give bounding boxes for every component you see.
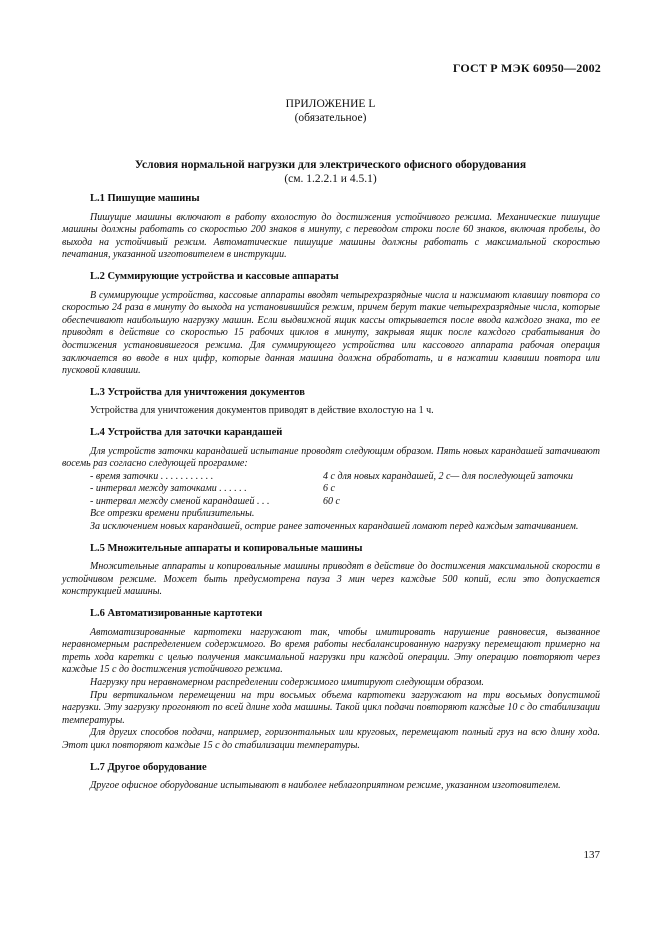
appendix-status: (обязательное) — [294, 112, 367, 124]
list-item-label: - время заточки . . . . . . . . . . . — [90, 470, 214, 482]
section-l5 — [62, 543, 600, 599]
list-item-value: 4 с для новых карандашей, 2 с— для последующей заточки — [323, 470, 574, 482]
title-reference: (см. 1.2.2.1 и 4.5.1) — [284, 173, 377, 185]
section-heading: L.5 Множительные аппараты и копировальные машины — [90, 542, 363, 554]
appendix-heading — [0, 97, 661, 125]
section-heading: L.4 Устройства для заточки карандашей — [90, 426, 283, 438]
list-item — [62, 496, 600, 509]
section-l2 — [62, 271, 600, 378]
page-number: 137 — [583, 849, 600, 861]
paragraph: Нагрузку при неравномерном распределении содержимого имитируют следующим образом. — [90, 677, 484, 688]
paragraph: Для других способов подачи, например, горизонтальных или круговых, перемещают полный груз на всю длину хода. Этот цикл повторяют каждые 15 с до стабилизации температуры. — [62, 727, 600, 751]
list-item-value: 6 с — [323, 483, 335, 495]
document-body — [62, 193, 600, 802]
list-note: Все отрезки времени приблизительны. — [90, 508, 255, 520]
title-main: Условия нормальной нагрузки для электрического офисного оборудования — [134, 159, 527, 171]
list-item — [62, 471, 600, 484]
appendix-label: ПРИЛОЖЕНИЕ L — [285, 98, 376, 110]
section-l3 — [62, 387, 600, 418]
paragraph: Множительные аппараты и копировальные машины приводят в действие до достижения максимальной скорости в устойчивом режиме. Может быть предусмотрена пауза 3 мин через каждые 500 копий, если это допускается конструкцией машины. — [62, 561, 600, 598]
section-heading: L.1 Пишущие машины — [90, 193, 200, 204]
section-l6 — [62, 608, 600, 753]
list-item-label: - интервал между сменой карандашей . . . — [90, 495, 270, 507]
section-l7 — [62, 762, 600, 793]
program-list — [62, 471, 600, 521]
paragraph: Другое офисное оборудование испытывают в наиболее неблагоприятном режиме, указанном изготовителем. — [90, 780, 561, 792]
list-item-label: - интервал между заточками . . . . . . — [90, 483, 247, 495]
paragraph: В суммирующие устройства, кассовые аппараты вводят четырехразрядные числа и нажимают клавишу повтора со скоростью 24 раза в минуту до выхода на установившийся режим, причем берут такие четырехразрядные числа, которые обеспечивают наибольшую нагрузку машин. Если выдвижной ящик кассы открывается после ввода каждого знака, то ее приводят в действие со скоростью 15 рабочих циклов в минуту, закрывая ящик после каждого срабатывания до достижения установившегося режима. Для суммирующего устройства или кассового аппарата рабочая операция заключается во вводе в них цифр, которые данная машина должна обработать, и в нажатии клавиши повтора или пусковой клавиши. — [62, 289, 600, 377]
paragraph: Автоматизированные картотеки нагружают так, чтобы имитировать нарушение равновесия, вызванное неравномерным распределением содержимого. Во время работы несбалансированную нагрузку перемещают примерно на треть хода каретки с целью получения максимальной нагрузки при каждой операции. Эту операцию повторяют через каждые 15 с до достижения устойчивого режима. — [62, 626, 600, 676]
paragraph: Для устройств заточки карандашей испытание проводят следующим образом. Пять новых карандашей затачивают восемь раз согласно следующей программе: — [62, 445, 600, 470]
section-l1 — [62, 193, 600, 262]
paragraph: За исключением новых карандашей, острие ранее заточенных карандашей ломают перед каждым затачиванием. — [90, 521, 579, 533]
paragraph: При вертикальном перемещении на три восьмых объема картотеки загружают на три восьмых допустимой нагрузки. Эту загрузку прогоняют по всей длине хода машины. Такой цикл подачи повторяют каждые 10 с до стабилизации температуры. — [62, 689, 600, 726]
section-heading: L.2 Суммирующие устройства и кассовые аппараты — [90, 270, 339, 282]
appendix-title — [0, 158, 661, 186]
paragraph: Устройства для уничтожения документов приводят в действие вхолостую на 1 ч. — [90, 405, 434, 417]
section-l4 — [62, 427, 600, 534]
standard-code: ГОСТ Р МЭК 60950—2002 — [452, 61, 601, 75]
section-heading: L.3 Устройства для уничтожения документов — [90, 386, 305, 398]
section-heading: L.6 Автоматизированные картотеки — [90, 608, 263, 620]
list-item — [62, 483, 600, 496]
list-item-value: 60 с — [323, 495, 340, 507]
section-heading: L.7 Другое оборудование — [90, 761, 207, 773]
paragraph: Пишущие машины включают в работу вхолостую до достижения устойчивого режима. Механические пишущие машины должны работать со скоростью 200 знаков в минуту, с переводом строки после 60 знаков, включая пробелы, до выхода на устойчивый режим. Автоматические пишущие машины должны работать с максимальной скоростью печатания, указанной изготовителем в инструкции. — [62, 211, 600, 261]
